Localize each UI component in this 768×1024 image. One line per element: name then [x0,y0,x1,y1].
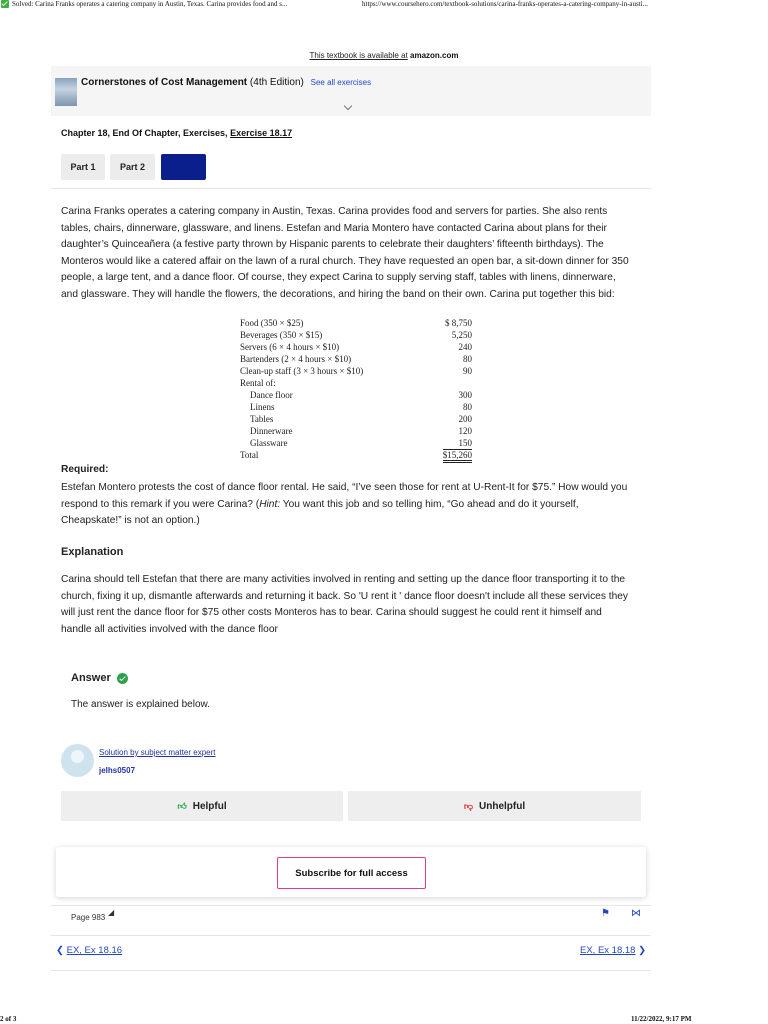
flag-icon[interactable]: ⚑ [601,908,610,919]
next-exercise-link[interactable] [580,945,646,956]
solution-author-link[interactable]: Solution by subject matter expert [99,748,216,757]
table-row [240,389,472,401]
print-datetime: 11/22/2022, 9:17 PM [631,1015,692,1023]
print-page-count: 2 of 3 [0,1015,17,1023]
availability-line [0,51,768,60]
share-icon[interactable]: ⋈ [631,908,641,919]
bid-label: Rental of: [240,378,276,388]
availability-link[interactable]: This textbook is available at [309,51,408,60]
tab-part-3[interactable]: Part 3 [161,154,206,180]
book-header [51,66,651,116]
divider [51,970,651,971]
table-row [240,437,472,449]
table-row [240,449,472,461]
bid-label: Servers (6 × 4 hours × $10) [240,342,340,352]
chapter-label: Chapter 18, End Of Chapter, Exercises, [61,128,228,138]
bid-label: Food (350 × $25) [240,318,304,328]
bid-label: Linens [250,402,275,412]
thumbs-down-icon: 👎︎ [463,800,474,811]
required-text [61,480,631,530]
bid-label: Clean-up staff (3 × 3 hours × $10) [240,366,364,376]
print-url: https://www.coursehero.com/textbook-solutions/carina-franks-operates-a-catering-company-in-austi... [362,0,648,8]
answer-heading-row [71,672,128,684]
required-text-post: You want this job and so telling him, “Go ahead and do it yourself, Cheapskate!” is not an option.) [61,498,579,526]
prev-exercise-link[interactable] [56,945,122,956]
checkmark-icon [1,0,9,8]
table-row [240,377,472,389]
page-number: Page 983 [71,913,106,922]
bid-value: $ 8,750 [445,318,472,328]
table-row [240,329,472,341]
bid-label: Bartenders (2 × 4 hours × $10) [240,354,352,364]
answer-heading: Answer [71,672,111,684]
table-row [240,425,472,437]
explanation-heading: Explanation [61,546,124,558]
author-username[interactable]: jelhs0507 [99,766,136,775]
bid-label: Tables [250,414,274,424]
cursor-icon: ◢ [108,908,115,917]
bid-label: Beverages (350 × $15) [240,330,323,340]
bid-total-value: $15,260 [443,449,472,463]
exercise-link[interactable]: Exercise 18.17 [230,128,293,138]
divider [51,935,651,936]
bid-label: Glassware [250,438,288,448]
helpful-button[interactable] [61,791,343,821]
chevron-right-icon: ❯ [638,945,647,956]
table-row [240,317,472,329]
chevron-left-icon: ❮ [56,945,64,956]
bid-label: Dance floor [250,390,293,400]
amazon-logo[interactable]: amazon.com [410,51,459,60]
book-cover-image[interactable] [55,78,77,106]
subscribe-button[interactable]: Subscribe for full access [277,857,426,889]
bid-value: 5,250 [451,330,472,340]
avatar [61,744,94,777]
table-row [240,401,472,413]
bid-value: 90 [463,366,472,376]
next-exercise-label: EX, Ex 18.18 [580,945,636,956]
table-row [240,413,472,425]
bid-value: 200 [458,414,472,424]
tab-part-2[interactable]: Part 2 [110,154,155,180]
chevron-down-icon[interactable] [344,102,352,110]
helpful-label: Helpful [192,800,227,812]
bid-value: 80 [463,354,472,364]
print-title: Solved: Carina Franks operates a catering company in Austin, Texas. Carina provides food and s... [12,0,288,8]
prev-exercise-label: EX, Ex 18.16 [66,945,123,956]
print-header [0,0,768,10]
tab-part-1[interactable]: Part 1 [61,154,105,180]
bid-label: Dinnerware [250,426,293,436]
bid-value: 80 [463,402,472,412]
unhelpful-button[interactable] [348,791,641,821]
bid-table [240,317,472,461]
answer-text: The answer is explained below. [71,699,210,710]
table-row [240,341,472,353]
book-edition: (4th Edition) [249,77,304,88]
breadcrumb [61,128,292,138]
subscribe-panel [56,847,646,897]
table-row [240,353,472,365]
verified-check-icon [117,673,128,684]
book-title[interactable]: Cornerstones of Cost Management [81,77,248,88]
hint-label: Hint: [259,498,281,510]
thumbs-up-icon: 👍︎ [177,800,187,811]
bid-value: 240 [458,342,472,352]
bid-value [442,377,472,389]
book-title-row [81,77,371,88]
divider [51,188,651,189]
bid-value: 300 [458,390,472,400]
bid-total-label: Total [240,450,259,460]
required-text-pre: Estefan Montero protests the cost of dance floor rental. He said, “I’ve seen those for rent at U-Rent-It for $75.” How would you respond to this remark if you were Carina? ( [61,482,628,510]
required-heading: Required: [61,464,109,475]
explanation-text: Carina should tell Estefan that there are many activities involved in renting and setting up the dance floor transporting it to the church, fixing it up, dismantle afterwards and returning it back. So 'U rent it ' dance floor doesn't include all these services they will just rent the dance floor for $75 other costs Monteros has to bear. Carina should suggest he could rent it himself and handle all activities involved with the dance floor [61,574,629,635]
see-all-exercises-link[interactable]: See all exercises [310,78,372,87]
bid-value: 120 [458,426,472,436]
problem-intro: Carina Franks operates a catering company in Austin, Texas. Carina provides food and servers for parties. She also rents tables, chairs, dinnerware, glassware, and linens. Estefan and Maria Montero have contacted Carina about plans for their daughter’s Quinceañera (a festive party thrown by Hispanic parents to celebrate their daughters’ fifteenth birthdays). The Monteros would like a catered affair on the lawn of a rural church. They have requested an open bar, a sit-down dinner for 350 people, a large tent, and a dance floor. Of course, they expect Carina to supply serving staff, tables with linens, dinnerware, and glassware. They will handle the flowers, the decorations, and hiring the band on their own. Carina put together this bid: [61,206,629,300]
table-row [240,365,472,377]
divider [51,905,651,906]
unhelpful-label: Unhelpful [479,800,526,812]
bid-value: 150 [458,438,472,448]
